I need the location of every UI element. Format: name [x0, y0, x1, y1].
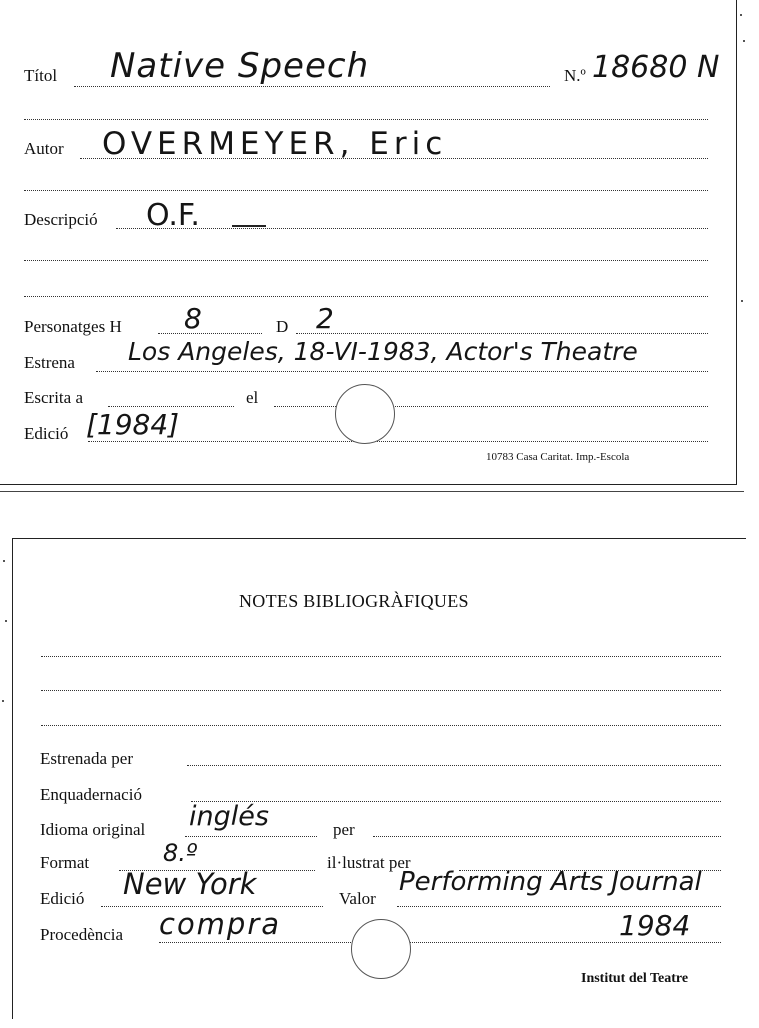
paper-speck [741, 300, 743, 302]
paper-speck [2, 700, 4, 702]
personatges-label: Personatges H [24, 317, 122, 336]
descripcio-line [116, 228, 708, 229]
edicio-line [88, 441, 708, 442]
escrita-label: Escrita a [24, 388, 83, 407]
escrita-line [108, 406, 234, 407]
h-line [158, 333, 262, 334]
blank-line [24, 296, 708, 297]
titol-value: Native Speech [110, 46, 370, 86]
format-value: 8.º [163, 839, 198, 867]
estrenada-line [187, 765, 721, 766]
format-label: Format [40, 853, 90, 872]
estrenada-label: Estrenada per [40, 749, 133, 768]
edicio-label: Edició [24, 424, 69, 443]
idioma-label: Idioma original [40, 820, 146, 839]
per-line [373, 836, 721, 837]
edicio-label: Edició [40, 889, 85, 908]
printer-imprint: 10783 Casa Caritat. Imp.-Escola [486, 451, 630, 463]
paper-speck [743, 40, 745, 42]
estrena-line [96, 371, 708, 372]
idioma-value: inglés [189, 801, 269, 832]
descripcio-label: Descripció [24, 210, 98, 229]
blank-line [24, 119, 708, 120]
d-label: D [276, 317, 289, 336]
paper-speck [3, 560, 5, 562]
blank-line [41, 690, 721, 691]
valor-label: Valor [339, 889, 376, 908]
punch-hole [335, 384, 395, 444]
year-value: 1984 [619, 909, 691, 942]
punch-hole [351, 919, 411, 979]
per-label: per [333, 820, 355, 839]
estrena-label: Estrena [24, 353, 75, 372]
catalog-card-front [0, 0, 737, 485]
autor-label: Autor [24, 139, 64, 158]
idioma-line [185, 836, 317, 837]
titol-label: Títol [24, 66, 58, 85]
num-label: N.º [564, 66, 586, 85]
el-label: el [246, 388, 259, 407]
estrena-value: Los Angeles, 18-VI-1983, Actor's Theatre [128, 337, 638, 366]
blank-line [24, 190, 708, 191]
autor-value: OVERMEYER, Eric [102, 126, 448, 162]
descripcio-value: O.F. [146, 198, 200, 233]
institution-name: Institut del Teatre [581, 971, 689, 986]
num-value: 18680 N [592, 50, 720, 85]
blank-line [41, 725, 721, 726]
enquadernacio-line [191, 801, 721, 802]
paper-speck [740, 14, 742, 16]
card-separator [0, 491, 744, 492]
edicio-value: [1984] [86, 408, 180, 441]
blank-line [41, 656, 721, 657]
paper-speck [5, 620, 7, 622]
edicio-value: New York [123, 867, 257, 901]
procedencia-value: compra [159, 907, 282, 941]
h-value: 8 [184, 302, 202, 335]
d-line [296, 333, 708, 334]
ink-dash [232, 225, 266, 227]
catalog-card-back [12, 538, 746, 1019]
procedencia-line [159, 942, 721, 943]
procedencia-label: Procedència [40, 925, 124, 944]
notes-heading: NOTES BIBLIOGRÀFIQUES [239, 591, 469, 611]
blank-line [24, 260, 708, 261]
illustrat-label: il·lustrat per [327, 853, 411, 872]
enquadernacio-label: Enquadernació [40, 785, 142, 804]
titol-line [74, 86, 550, 87]
valor-line [397, 906, 721, 907]
valor-value: Performing Arts Journal [399, 867, 702, 897]
d-value: 2 [316, 302, 334, 335]
